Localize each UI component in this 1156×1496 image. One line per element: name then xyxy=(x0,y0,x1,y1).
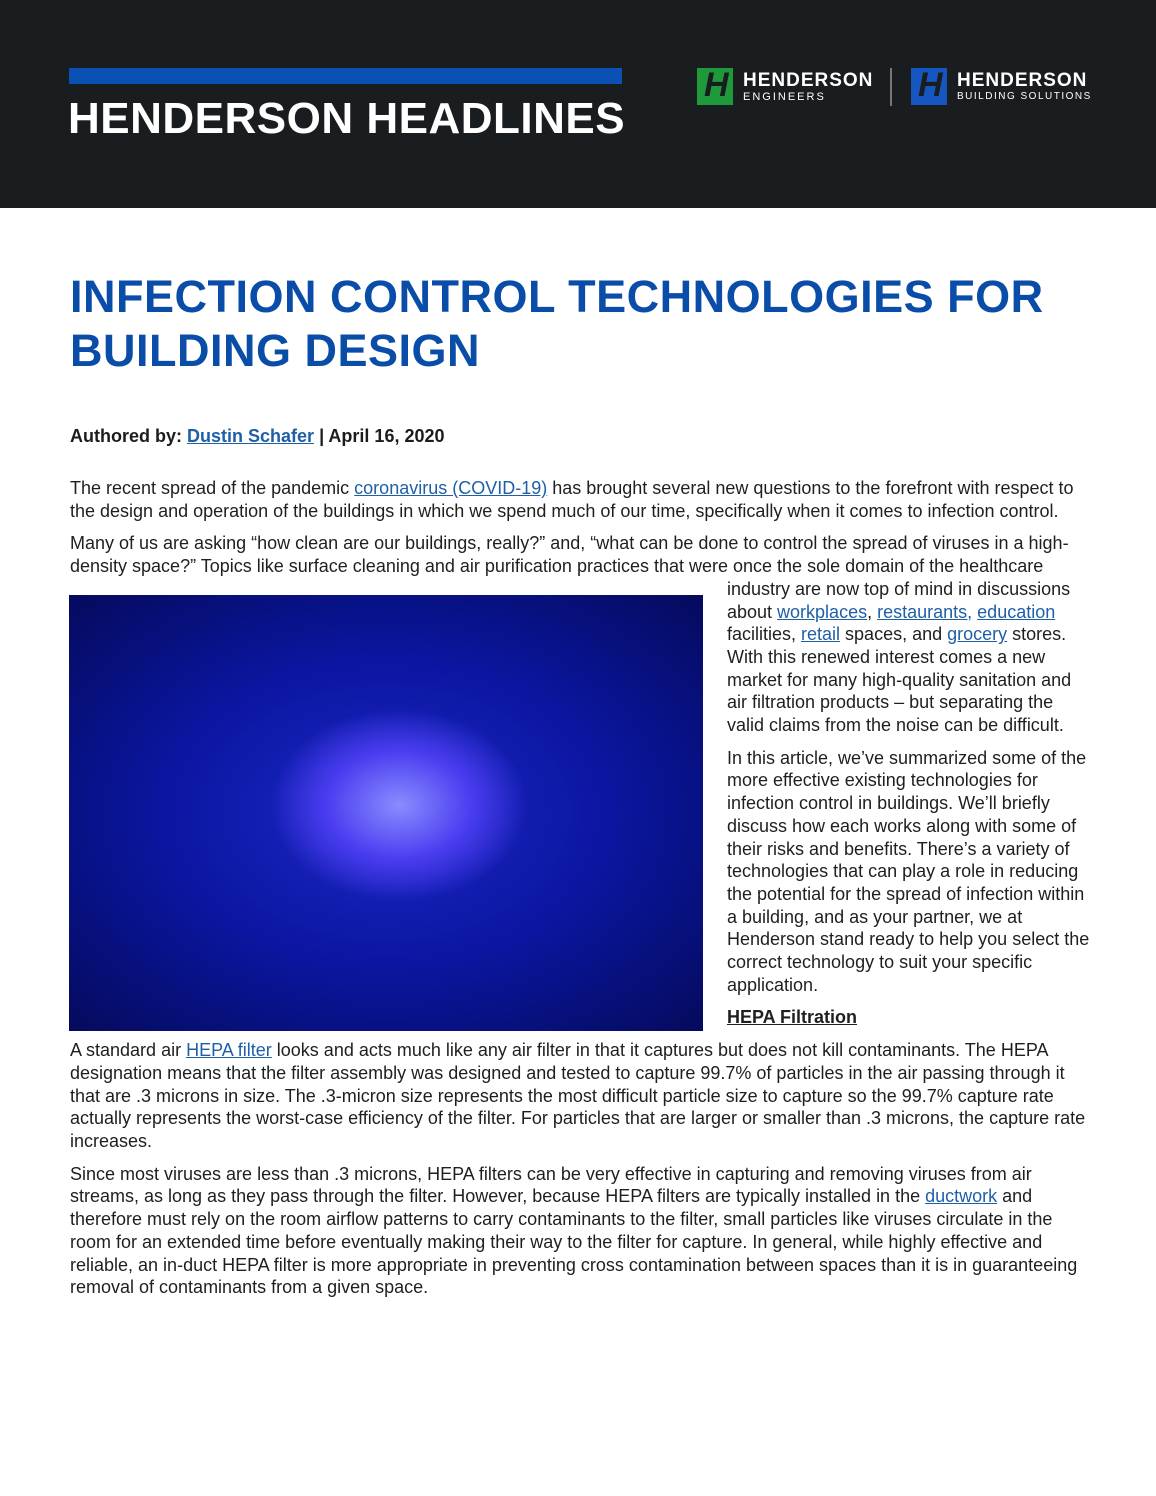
byline-label: Authored by: xyxy=(70,426,182,446)
text-run: stores. With this renewed interest comes a new market for many high-quality sanitation and air filtration products – but separating the valid claims from the noise can be difficult. xyxy=(727,624,1072,736)
h-logo-icon: H xyxy=(697,68,733,105)
inline-link[interactable]: retail xyxy=(801,624,841,645)
text-run: spaces, and xyxy=(840,624,948,645)
text-run: , xyxy=(867,601,878,622)
header-accent-bar xyxy=(69,68,622,84)
inline-link[interactable]: grocery xyxy=(947,624,1008,645)
text-run: and therefore must rely on the room airflow patterns to carry contaminants to the filter, small particles like viruses circulate in the room for an extended time before eventually making their way to the filter for capture. In general, while highly effective and reliable, an in-duct HEPA filter is more appropriate in preventing cross contamination between spaces than it is in guaranteeing removal of contaminants from a given space. xyxy=(70,1186,1078,1298)
logo-name: HENDERSON xyxy=(743,69,874,91)
logo-sub: BUILDING SOLUTIONS xyxy=(957,91,1092,102)
inline-link[interactable]: HEPA filter xyxy=(186,1040,272,1061)
text-run: facilities, xyxy=(727,624,802,645)
inline-link[interactable]: education xyxy=(977,601,1056,622)
text-run: looks and acts much like any air filter in that it captures but does not kill contaminants. The HEPA designation means that the filter assembly was designed and tested to capture 99.7% of particles in the air passing through it that are .3 microns in size. The .3-micron size represents the most difficult particle size to capture so the 99.7% capture rate actually represents the worst-case efficiency of the filter. For particles that are larger or smaller than .3 microns, the capture rate increases. xyxy=(70,1040,1086,1151)
h-logo-icon: H xyxy=(911,68,947,105)
article-title: INFECTION CONTROL TECHNOLOGIES FOR BUILDING DESIGN xyxy=(70,271,1044,376)
logo-name: HENDERSON xyxy=(957,70,1088,91)
text-run: The recent spread of the pandemic xyxy=(70,478,355,498)
text-run: A standard air xyxy=(70,1040,187,1061)
paragraph xyxy=(70,1163,1090,1299)
paragraph xyxy=(70,1039,1090,1153)
author-link[interactable]: Dustin Schafer xyxy=(187,426,315,446)
article xyxy=(70,270,1090,1309)
logo-divider xyxy=(890,68,892,106)
inline-link[interactable]: coronavirus (COVID-19) xyxy=(354,478,548,498)
text-run: has brought several new questions to the forefront with respect to the design and operation of the buildings in which we spend much of our time, specifically when it comes to infection control. xyxy=(70,478,1074,521)
inline-link[interactable]: ductwork xyxy=(925,1186,998,1207)
text-run: In this article, we’ve summarized some of the more effective existing technologies for infection control in buildings. We’ll briefly discuss how each works along with some of their risks and benefits. There’s a variety of technologies that can play a role in reducing the potential for the spread of infection within a building, and as your partner, we at Henderson stand ready to help you select the correct technology to suit your specific application. xyxy=(727,747,1090,995)
masthead-title: HENDERSON HEADLINES xyxy=(68,94,626,143)
text-run: Many of us are asking “how clean are our buildings, really?” and, “what can be done to control the spread of viruses in a high-density space?” Topics like surface cleaning and air purification practices that were once the sole domain of the healthcare industry are now top of mind in discussions about xyxy=(70,533,1071,622)
article-date: | April 16, 2020 xyxy=(319,426,445,446)
uv-mask-photo xyxy=(69,595,703,1031)
text-run: HEPA Filtration xyxy=(727,1007,857,1028)
inline-link[interactable]: workplaces xyxy=(777,601,868,622)
byline xyxy=(70,426,1090,447)
paragraph xyxy=(70,477,1090,522)
text-run: Since most viruses are less than .3 microns, HEPA filters can be very effective in capturing and removing viruses from air streams, as long as they pass through the filter. However, because HEPA filters are typically installed in the xyxy=(70,1163,1032,1207)
article-body xyxy=(70,477,1090,1299)
page-header xyxy=(0,0,1156,208)
inline-link[interactable]: restaurants, xyxy=(877,601,973,622)
henderson-building-solutions-logo xyxy=(911,68,1092,105)
logo-sub: ENGINEERS xyxy=(743,90,826,103)
henderson-engineers-logo xyxy=(697,68,873,105)
